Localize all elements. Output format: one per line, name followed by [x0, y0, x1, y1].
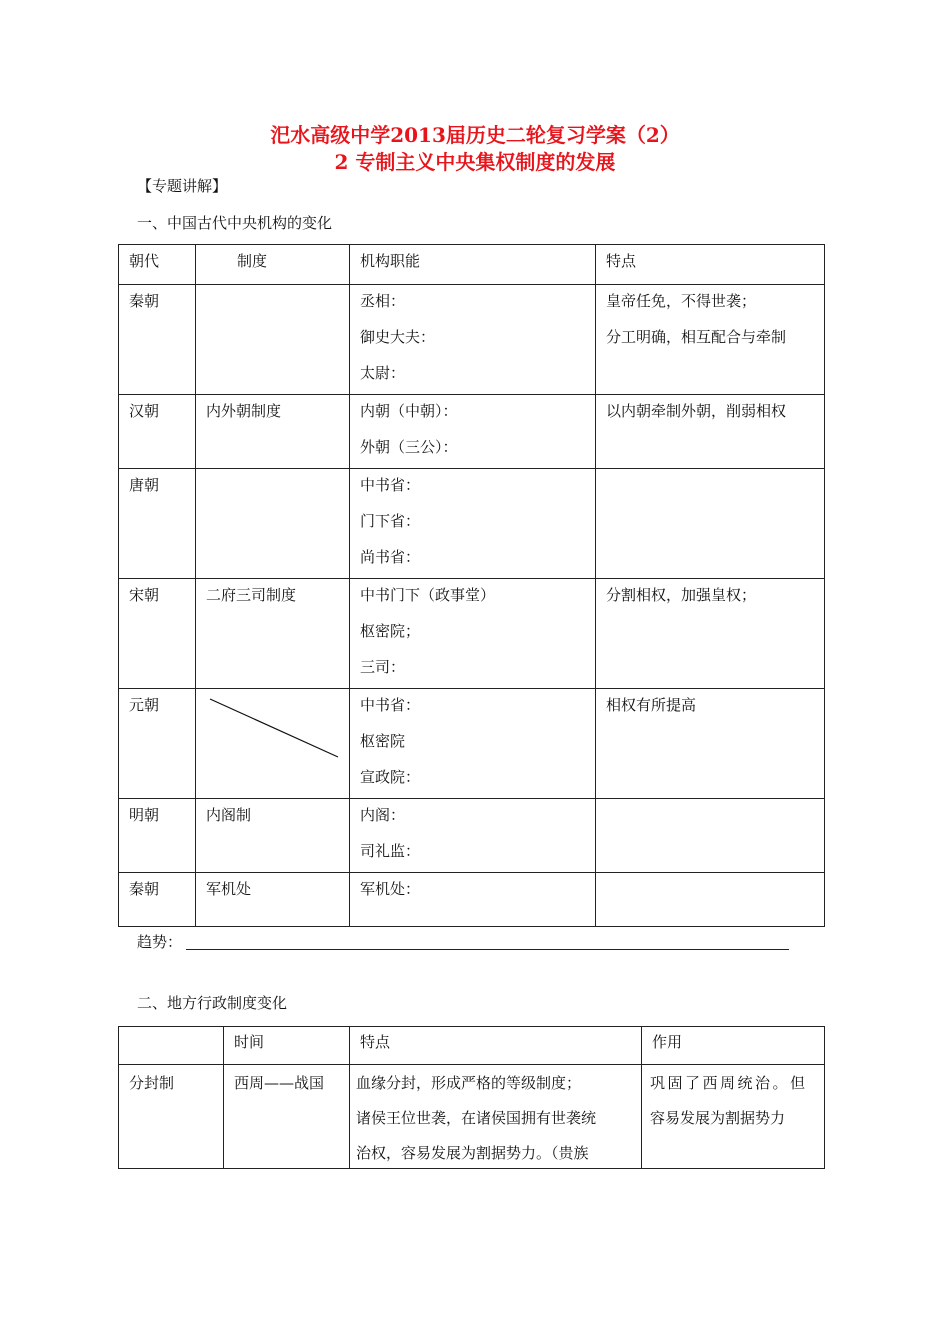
header-cell-name: [119, 1027, 224, 1065]
dynasty-cell: 宋朝: [119, 579, 196, 689]
functions-cell: 中书省： 枢密院 宣政院：: [350, 689, 596, 799]
functions-cell: 中书门下（政事堂） 枢密院； 三司：: [350, 579, 596, 689]
system-name-cell: 分封制: [119, 1065, 224, 1169]
header-cell-effect: 作用: [642, 1027, 825, 1065]
features-cell: [596, 799, 825, 873]
document-subtitle: 2 专制主义中央集权制度的发展: [334, 150, 616, 174]
document-title: 汜水高级中学2013届历史二轮复习学案（2）: [270, 123, 680, 147]
features-cell: [596, 469, 825, 579]
header-cell-time: 时间: [224, 1027, 350, 1065]
header-cell-dynasty: 朝代: [119, 245, 196, 285]
table-row: [119, 1065, 825, 1169]
table-row: [119, 873, 825, 927]
dynasty-cell: 汉朝: [119, 395, 196, 469]
system-cell: 军机处: [196, 873, 350, 927]
system-cell: 内外朝制度: [196, 395, 350, 469]
header-cell-features: 特点: [350, 1027, 642, 1065]
system-cell-crossed: [196, 689, 350, 799]
table-row: [119, 579, 825, 689]
trend-label: 趋势：: [137, 933, 183, 951]
functions-cell: 军机处：: [350, 873, 596, 927]
features-cell: 皇帝任免，不得世袭； 分工明确，相互配合与牵制: [596, 285, 825, 395]
features-cell: 以内朝牵制外朝，削弱相权: [596, 395, 825, 469]
dynasty-cell: 秦朝: [119, 285, 196, 395]
features-cell: [596, 873, 825, 927]
system-cell: 内阁制: [196, 799, 350, 873]
local-administration-table: [118, 1026, 825, 1169]
header-cell-features: 特点: [596, 245, 825, 285]
table-row: [119, 799, 825, 873]
header-cell-functions: 机构职能: [350, 245, 596, 285]
system-cell: [196, 469, 350, 579]
section1-heading: 一、中国古代中央机构的变化: [137, 214, 333, 232]
functions-cell: 内阁： 司礼监：: [350, 799, 596, 873]
header-cell-system: 制度: [196, 245, 350, 285]
table-header-row: [119, 245, 825, 285]
effect-cell: 巩固了西周统治。但 容易发展为割据势力: [642, 1065, 825, 1169]
table-header-row: [119, 1027, 825, 1065]
table-row: [119, 285, 825, 395]
system-cell: [196, 285, 350, 395]
features-cell: 血缘分封，形成严格的等级制度； 诸侯王位世袭，在诸侯国拥有世袭统 治权，容易发展为割据势力。（贵族: [350, 1065, 642, 1169]
table-row: [119, 469, 825, 579]
table-row: [119, 689, 825, 799]
dynasty-cell: 元朝: [119, 689, 196, 799]
functions-cell: 内朝（中朝）： 外朝（三公）：: [350, 395, 596, 469]
functions-cell: 丞相： 御史大夫： 太尉：: [350, 285, 596, 395]
functions-cell: 中书省： 门下省： 尚书省：: [350, 469, 596, 579]
dynasty-cell: 秦朝: [119, 873, 196, 927]
central-institutions-table: [118, 244, 825, 927]
section-tag: 【专题讲解】: [137, 177, 228, 195]
time-cell: 西周——战国: [224, 1065, 350, 1169]
section2-heading: 二、地方行政制度变化: [137, 994, 288, 1012]
dynasty-cell: 唐朝: [119, 469, 196, 579]
table-row: [119, 395, 825, 469]
system-cell: 二府三司制度: [196, 579, 350, 689]
dynasty-cell: 明朝: [119, 799, 196, 873]
features-cell: 分割相权，加强皇权；: [596, 579, 825, 689]
features-cell: 相权有所提高: [596, 689, 825, 799]
trend-answer-line: [186, 949, 789, 950]
diagonal-slash-line: [196, 689, 350, 799]
